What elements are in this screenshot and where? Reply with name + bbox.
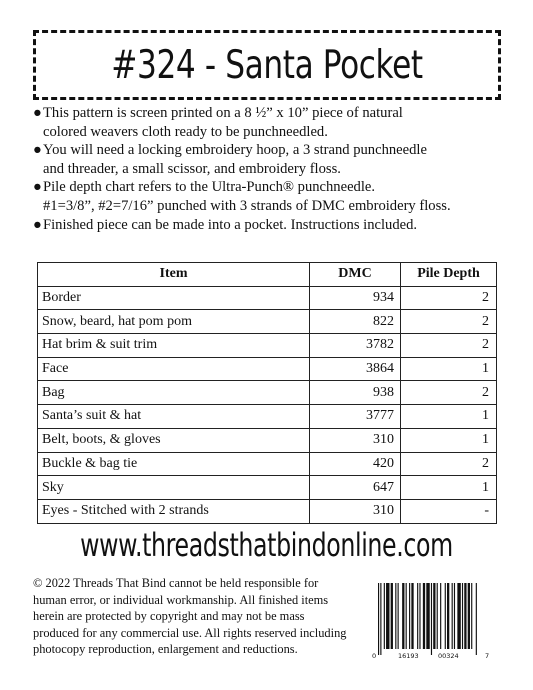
bullet-item — [33, 178, 503, 215]
cell-item: Santa’s suit & hat — [38, 405, 310, 429]
barcode-bars — [372, 583, 492, 655]
cell-dmc: 310 — [310, 499, 401, 523]
table-row — [38, 452, 497, 476]
bullet-icon: ● — [33, 142, 42, 159]
cell-item: Face — [38, 357, 310, 381]
copyright-notice: © 2022 Threads That Bind cannot be held responsible for human error, or individual workmanship. All finished items herein are protected by copyright and may not be mass produced for any commercial use. All rights reserved including photocopy reproduction, enlargement and reductions. — [33, 576, 347, 656]
table-row — [38, 357, 497, 381]
bullet-item — [33, 216, 503, 235]
cell-pile: 2 — [401, 381, 497, 405]
cell-dmc: 938 — [310, 381, 401, 405]
bullet-text: Finished piece can be made into a pocket. Instructions included. — [43, 216, 418, 233]
table-row — [38, 310, 497, 334]
bullet-text: This pattern is screen printed on a 8 ½” x 10” piece of natural colored weavers cloth ready to be punchneedled. — [43, 105, 403, 140]
bullet-text: Pile depth chart refers to the Ultra-Punch® punchneedle. #1=3/8”, #2=7/16” punched with 3 strands of DMC embroidery floss. — [43, 179, 451, 214]
barcode-digit: 00324 — [438, 652, 459, 660]
bullet-icon: ● — [33, 105, 42, 121]
bullet-item — [33, 141, 503, 178]
cell-item: Bag — [38, 381, 310, 405]
table-header-row — [38, 263, 497, 287]
cell-item: Sky — [38, 476, 310, 500]
bullet-item — [33, 104, 503, 141]
pile-depth-table — [37, 262, 497, 524]
table-row — [38, 381, 497, 405]
cell-pile: 2 — [401, 452, 497, 476]
bullet-icon: ● — [33, 216, 42, 233]
cell-dmc: 934 — [310, 286, 401, 310]
header-pile-depth: Pile Depth — [401, 263, 497, 287]
table-row — [38, 286, 497, 310]
cell-pile: 2 — [401, 310, 497, 334]
cell-dmc: 3782 — [310, 334, 401, 358]
cell-dmc: 3864 — [310, 357, 401, 381]
table-row — [38, 476, 497, 500]
title-box — [33, 30, 501, 100]
barcode-digit: 7 — [485, 652, 490, 660]
cell-pile: 1 — [401, 476, 497, 500]
cell-dmc: 420 — [310, 452, 401, 476]
cell-dmc: 310 — [310, 428, 401, 452]
table-row — [38, 334, 497, 358]
cell-pile: 1 — [401, 428, 497, 452]
cell-dmc: 3777 — [310, 405, 401, 429]
website-url: www.threadsthatbindonline.com — [80, 526, 453, 564]
table-row — [38, 428, 497, 452]
cell-item: Border — [38, 286, 310, 310]
cell-pile: - — [401, 499, 497, 523]
cell-pile: 2 — [401, 334, 497, 358]
table-row — [38, 405, 497, 429]
barcode — [372, 583, 492, 665]
cell-item: Snow, beard, hat pom pom — [38, 310, 310, 334]
page-title: #324 - Santa Pocket — [111, 43, 423, 88]
cell-pile: 1 — [401, 357, 497, 381]
header-dmc: DMC — [310, 263, 401, 287]
cell-item: Buckle & bag tie — [38, 452, 310, 476]
cell-pile: 2 — [401, 286, 497, 310]
cell-dmc: 822 — [310, 310, 401, 334]
instructions-list — [33, 104, 503, 234]
cell-item: Hat brim & suit trim — [38, 334, 310, 358]
cell-item: Belt, boots, & gloves — [38, 428, 310, 452]
cell-item: Eyes - Stitched with 2 strands — [38, 499, 310, 523]
cell-dmc: 647 — [310, 476, 401, 500]
header-item: Item — [38, 263, 310, 287]
barcode-digit: 16193 — [398, 652, 419, 660]
cell-pile: 1 — [401, 405, 497, 429]
bullet-icon: ● — [33, 179, 42, 196]
bullet-text: You will need a locking embroidery hoop, a 3 strand punchneedle and threader, a small scissor, and embroidery floss. — [43, 142, 427, 177]
barcode-digit: 0 — [372, 652, 377, 660]
